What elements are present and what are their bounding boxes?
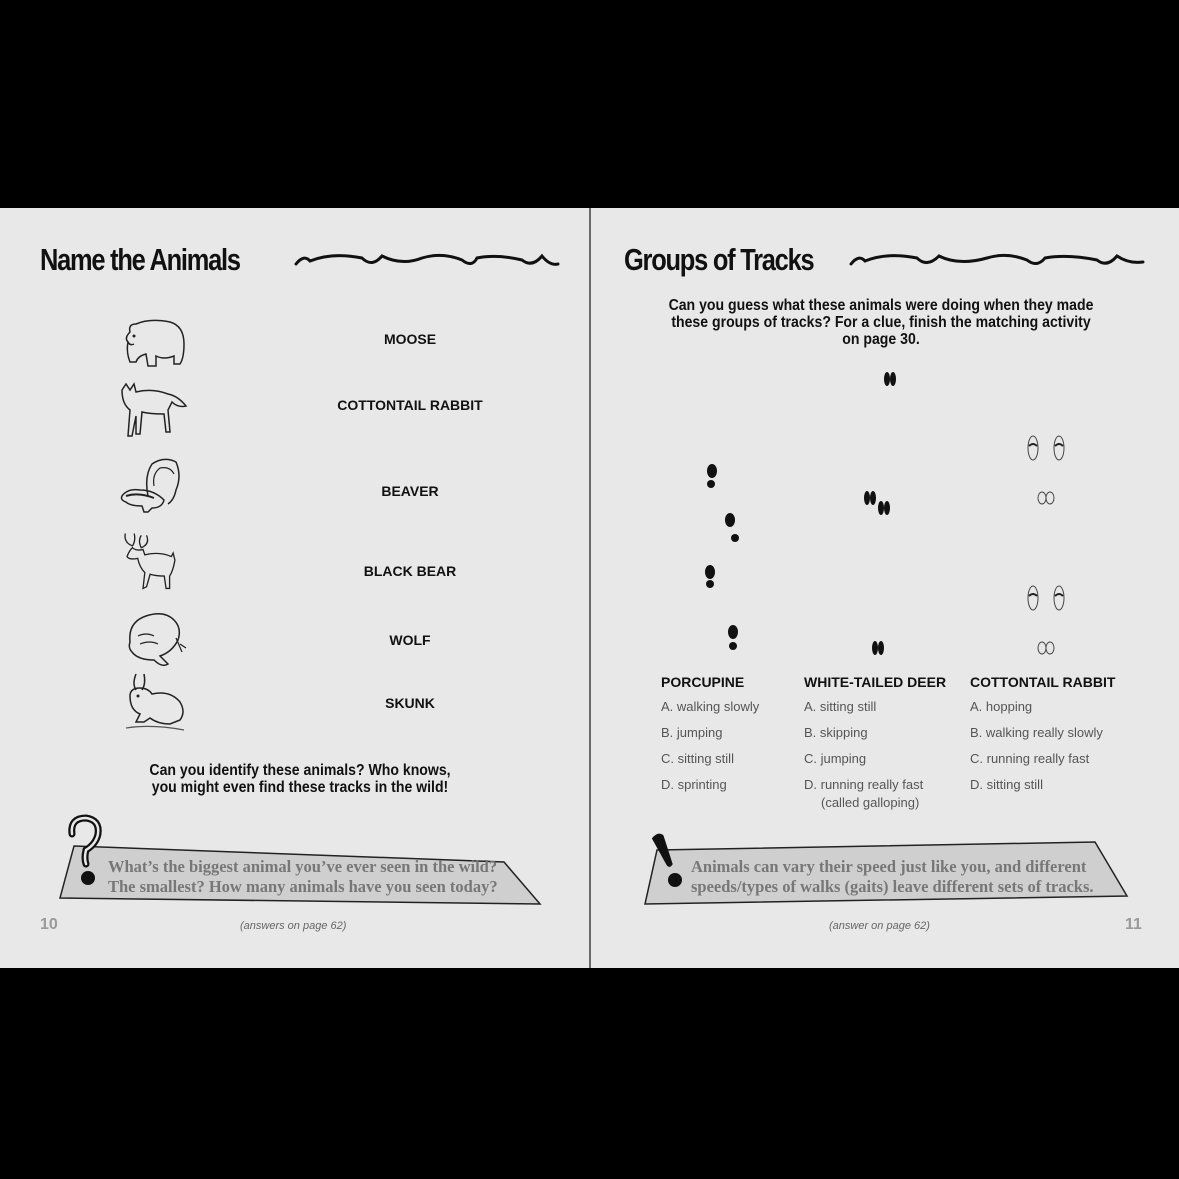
exclamation-mark-icon: [649, 830, 685, 890]
banner-line-2: The smallest? How many animals have you seen today?: [108, 877, 498, 896]
option-porcupine-b: B. jumping: [661, 725, 723, 740]
option-rabbit-a: A. hopping: [970, 699, 1033, 714]
deer-hoof-track-icon: [859, 368, 899, 666]
porcupine-track-icon: [703, 462, 743, 658]
page-11: [591, 208, 1179, 968]
banner-line-1: What’s the biggest animal you’ve ever seen in the wild?: [108, 857, 498, 876]
book-spread: [0, 208, 1179, 968]
option-porcupine-c: C. sitting still: [661, 751, 734, 766]
option-deer-d-note: (called galloping): [821, 795, 920, 810]
option-porcupine-a: A. walking slowly: [661, 699, 760, 714]
squiggle-decoration-icon: [847, 248, 1147, 274]
rabbit-track-icon: [1023, 434, 1073, 664]
moose-illustration-icon: [116, 530, 186, 592]
page-10: [0, 208, 589, 968]
skunk-illustration-icon: [118, 456, 188, 518]
banner-text: [108, 857, 498, 897]
page-title: Groups of Tracks: [624, 242, 814, 277]
option-deer-d: D. running really fast: [804, 777, 924, 792]
intro-line-1: Can you guess what these animals were doing when they made: [668, 297, 1094, 314]
option-deer-b: B. skipping: [804, 725, 868, 740]
banner-line-1: Animals can vary their speed just like you, and different: [691, 857, 1087, 876]
beaver-illustration-icon: [124, 608, 194, 670]
animal-name-moose: MOOSE: [383, 331, 437, 347]
option-rabbit-d: D. sitting still: [970, 777, 1043, 792]
option-deer-c: C. jumping: [804, 751, 867, 766]
intro-line-2: these groups of tracks? For a clue, finish the matching activity: [671, 314, 1091, 331]
animal-name-cottontail-rabbit: COTTONTAIL RABBIT: [337, 397, 483, 413]
wolf-illustration-icon: [118, 380, 188, 442]
question-mark-icon: [64, 812, 104, 888]
column-heading-white-tailed-deer: WHITE-TAILED DEER: [804, 674, 947, 690]
column-heading-cottontail-rabbit: COTTONTAIL RABBIT: [970, 674, 1116, 690]
page-title: Name the Animals: [40, 242, 240, 277]
identify-prompt: [124, 762, 476, 796]
rabbit-illustration-icon: [122, 670, 192, 732]
option-rabbit-b: B. walking really slowly: [970, 725, 1103, 740]
prompt-line-2: you might even find these tracks in the wild!: [151, 779, 449, 796]
answers-note: (answer on page 62): [829, 920, 930, 932]
banner-line-2: speeds/types of walks (gaits) leave different sets of tracks.: [691, 877, 1094, 896]
page-number: 10: [40, 916, 58, 933]
option-deer-a: A. sitting still: [804, 699, 877, 714]
animal-name-wolf: WOLF: [389, 632, 431, 648]
animal-name-beaver: BEAVER: [381, 483, 439, 499]
prompt-line-1: Can you identify these animals? Who knows,: [149, 762, 451, 779]
column-heading-porcupine: PORCUPINE: [661, 674, 745, 690]
answers-note: (answers on page 62): [240, 920, 347, 932]
option-porcupine-d: D. sprinting: [661, 777, 727, 792]
page-number: 11: [1125, 916, 1142, 933]
option-rabbit-c: C. running really fast: [970, 751, 1090, 766]
animal-name-black-bear: BLACK BEAR: [363, 563, 457, 579]
intro-line-3: on page 30.: [842, 331, 920, 348]
squiggle-decoration-icon: [292, 248, 562, 274]
banner-text: [691, 857, 1094, 897]
bear-illustration-icon: [120, 312, 190, 374]
tracks-intro: [661, 297, 1101, 348]
animal-name-skunk: SKUNK: [385, 695, 435, 711]
